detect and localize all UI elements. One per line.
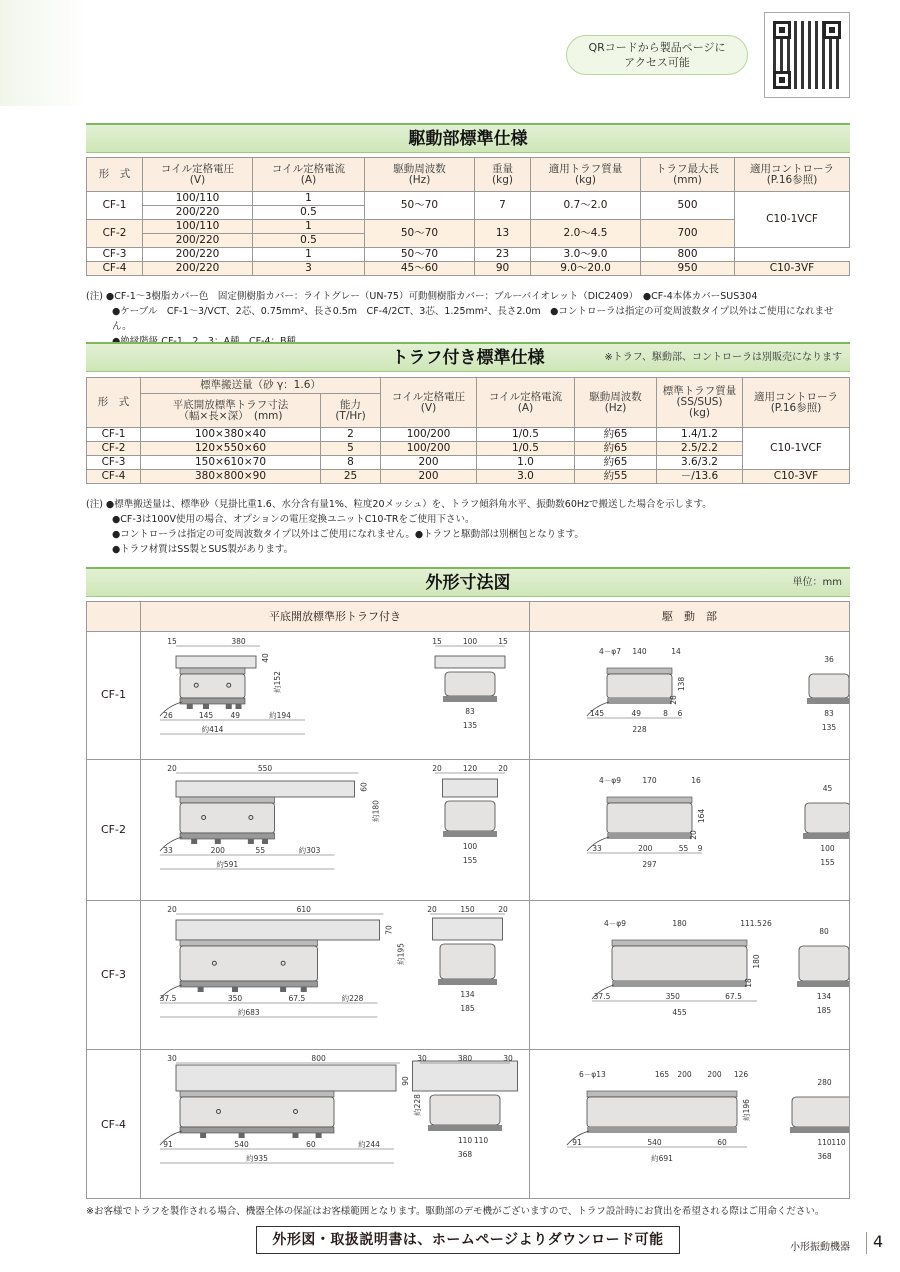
dim-p2: 200 <box>677 1070 692 1079</box>
dim-e: 26 <box>163 711 173 720</box>
top-plate <box>180 668 245 674</box>
drive-header-7: 適用コントローラ (P.16参照) <box>735 158 850 192</box>
dim-z: 100 <box>820 844 835 853</box>
dim-m: 110 <box>457 1136 473 1145</box>
download-banner[interactable]: 外形図・取扱説明書は、ホームページよりダウンロード可能 <box>256 1226 680 1254</box>
dim-q: 126 <box>733 1070 749 1079</box>
dim-k: 120 <box>462 764 478 773</box>
header-drive: 駆 動 部 <box>529 602 849 632</box>
dim-z: 134 <box>816 992 832 1001</box>
trough-shape <box>176 656 256 668</box>
dim-y: 280 <box>817 1078 832 1087</box>
drive-spec-table: 形 式 コイル定格電圧 (V) コイル定格電流 (A) 駆動周波数 (Hz) 重量 (kg) 適用トラフ質量 (kg) トラフ最大長 (mm) 適用コントローラ (P.16参照) CF-1 100/110 1 50～70 7 0.7～2.0 500 C10-1VCF 200/220 0.5 CF-2 100/110 1 50～70 13 2.0～4.5 700 200/220 0.5 CF-3 200/220 1 50～70 23 3.0～9.0 800 CF-4 200/220 3 45～60 90 9.0～20.0 950 C10-3VF <box>86 157 850 276</box>
drive-unit-front <box>809 674 849 698</box>
rubber-foot <box>239 1133 245 1138</box>
dim-l: 15 <box>498 637 508 646</box>
qr-code[interactable] <box>764 12 850 98</box>
drive-header-1: コイル定格電圧 (V) <box>143 158 253 192</box>
drive-body <box>180 803 275 833</box>
dim-m: 100 <box>462 842 478 851</box>
base-plate <box>180 1127 334 1133</box>
dim-zz: 185 <box>816 1006 832 1015</box>
rubber-foot <box>198 987 204 992</box>
base-plate <box>180 698 245 704</box>
trough-end <box>435 656 505 668</box>
dim-k: 100 <box>462 637 478 646</box>
dim-v: 8 <box>663 709 668 718</box>
top-plate <box>180 1091 334 1097</box>
dim-i: 約591 <box>216 860 239 869</box>
dim-b: 380 <box>231 637 246 646</box>
dim-h: 約244 <box>358 1140 380 1149</box>
dim-h: 約194 <box>269 711 291 720</box>
drive-header-4: 重量 (kg) <box>475 158 531 192</box>
dim-c: 90 <box>401 1076 410 1086</box>
trough-end <box>443 779 498 797</box>
dim-e: 37.5 <box>159 994 177 1003</box>
dim-f: 200 <box>210 846 225 855</box>
rubber-foot <box>280 987 286 992</box>
dim-drawing-cf3 <box>140 900 849 1049</box>
dim-i: 約935 <box>246 1154 268 1163</box>
dim-e: 33 <box>163 846 173 855</box>
drive-header-5: 適用トラフ質量 (kg) <box>531 158 641 192</box>
dim-x: 228 <box>632 725 647 734</box>
dim-j: 30 <box>417 1054 427 1063</box>
drive-front-base <box>803 833 849 839</box>
base-front <box>443 831 497 837</box>
drive-top-plate <box>607 668 672 674</box>
drive-front-base <box>807 698 849 704</box>
trough-spec-table: 形 式 標準搬送量（砂 γ：1.6） コイル定格電圧 (V) コイル定格電流 (A) 駆動周波数 (Hz) 標準トラフ質量 (SS/SUS) (kg) 適用コントローラ (P.16参照) 平底開放標準トラフ寸法 （幅×長×深） (mm) 能力 (T/Hr) CF-1 100×380×40 2 100/200 1/0.5 約65 1.4/1.2 C10-1VCF CF-2 120×550×60 5 100/200 1/0.5 約65 2.5/2.2 CF-3 150×610×70 8 200 1.0 約65 3.6/3.2 CF-4 380×800×90 25 200 3.0 約55 －/13.6 C10-3VF <box>86 377 850 484</box>
drive-unit-side <box>587 1097 737 1127</box>
dim-v: 55 <box>678 844 689 853</box>
dim-f: 350 <box>227 994 243 1003</box>
dim-zz: 368 <box>817 1152 832 1161</box>
dim-v: 67.5 <box>725 992 742 1001</box>
dim-p: 165 <box>654 1070 670 1079</box>
dim-n: 155 <box>462 856 478 865</box>
dim-j: 20 <box>427 905 437 914</box>
trough-notes: (注) ●標準搬送量は、標準砂（見掛比重1.6、水分含有量1%、粒度20メッシュ）を、トラフ傾斜角水平、振動数60Hzで搬送した場合を示します。 ●CF-3は100V使用の場合、オプションの電圧変換ユニットC10-TRをご使用下さい。 ●コントローラは指定の可変周波数タイプ以外はご使用になれません。●トラフと駆動部は別梱包となります。 ●トラフ材質はSS製とSUS製があります。 <box>86 499 712 555</box>
top-plate <box>180 797 275 803</box>
dim-q: 111.5 <box>740 919 762 928</box>
dim-o: 4－φ7 <box>599 647 621 656</box>
drive-unit-side <box>612 946 747 981</box>
drive-top-plate <box>607 797 692 803</box>
dim-b: 800 <box>311 1054 326 1063</box>
drive-body-front <box>445 672 495 696</box>
dim-y: 45 <box>822 784 833 793</box>
dim-x: 455 <box>672 1008 687 1017</box>
dim-j: 15 <box>432 637 442 646</box>
dim-r: 約196 <box>742 1099 751 1121</box>
dim-r: 164 <box>697 808 706 824</box>
dim-t: 145 <box>589 709 605 718</box>
dim-w: 6 <box>677 709 683 718</box>
trough-end <box>433 918 503 940</box>
footnote: ※お客様でトラフを製作される場合、機器全体の保証はお客様範囲となります。駆動部のデモ機がございますので、トラフ設計時にお貸出を希望される際はご用命ください。 <box>86 1206 825 1217</box>
dim-o: 4－φ9 <box>599 776 621 785</box>
header-trough: 平底開放標準形トラフ付き <box>140 602 529 632</box>
drive-front-base <box>797 981 849 987</box>
dim-a: 30 <box>167 1054 177 1063</box>
drive-body <box>180 946 318 981</box>
dim-l: 30 <box>503 1054 513 1063</box>
dim-q: 14 <box>671 647 681 656</box>
drive-notes: (注) ●CF-1～3樹脂カバー色 固定側樹脂カバー：ライトグレー（UN-75）可動側樹脂カバー：ブルーバイオレット（DIC2409） ●CF-4本体カバーSUS304 ●ケーブル CF-1～3/VCT、2芯、0.75mm²、長さ0.5m CF-4/2CT、3芯、1.25mm²、長さ2.0m ●コントローラは指定の可変周波数タイプ以外はご使用になれません。 <box>86 291 834 332</box>
dim-k: 150 <box>460 905 475 914</box>
rubber-foot <box>316 1133 322 1138</box>
dim-g: 60 <box>306 1140 316 1149</box>
dim-e: 91 <box>163 1140 173 1149</box>
drive-base <box>587 1127 737 1133</box>
base-front <box>438 979 497 985</box>
dim-d: 約180 <box>371 800 381 822</box>
dim-k: 380 <box>457 1054 473 1063</box>
dim-s: 18 <box>744 978 753 988</box>
drive-top-plate <box>612 940 747 946</box>
dimension-drawings <box>86 601 850 1199</box>
dim-t: 37.5 <box>593 992 611 1001</box>
dim-u: 540 <box>647 1138 662 1147</box>
dim-u: 200 <box>638 844 653 853</box>
dim-p: 180 <box>672 919 687 928</box>
rubber-foot <box>215 839 221 844</box>
drive-base <box>607 698 672 704</box>
dim-drawing-cf1 <box>140 632 849 759</box>
dim-drawing-cf4 <box>140 1049 849 1199</box>
trough-shape <box>176 1065 396 1091</box>
dim-i: 約414 <box>201 725 224 734</box>
dim-n: 135 <box>462 721 478 730</box>
rubber-foot <box>187 704 193 709</box>
drive-body <box>180 1097 334 1127</box>
drive-header-3: 駆動周波数 (Hz) <box>365 158 475 192</box>
dim-c: 70 <box>384 925 394 935</box>
drive-header-0: 形 式 <box>87 158 143 192</box>
drive-unit-side <box>607 674 672 698</box>
drive-base <box>607 833 692 839</box>
drive-body-front <box>445 801 495 831</box>
dim-l: 20 <box>498 905 508 914</box>
drive-unit-front <box>805 803 849 833</box>
dim-y: 80 <box>819 927 829 936</box>
dim-o: 4－φ9 <box>604 919 626 928</box>
dim-s: 26 <box>669 695 678 705</box>
drive-unit-front <box>792 1097 849 1127</box>
dim-b: 610 <box>296 905 311 914</box>
qr-callout: QRコードから製品ページに アクセス可能 <box>566 35 748 75</box>
dim-f: 145 <box>198 711 214 720</box>
rubber-foot <box>262 839 268 844</box>
base-plate <box>180 833 275 839</box>
dim-drawing-cf2 <box>140 759 849 900</box>
rubber-foot <box>293 1133 299 1138</box>
dim-h: 約228 <box>341 994 364 1003</box>
trough-end <box>413 1061 518 1091</box>
rubber-foot <box>248 839 254 844</box>
dim-d: 約152 <box>273 671 282 693</box>
dim-w: 9 <box>697 844 703 853</box>
rubber-foot <box>200 1133 206 1138</box>
dim-a: 20 <box>167 764 177 773</box>
rubber-foot <box>236 704 242 709</box>
dim-g: 67.5 <box>288 994 306 1003</box>
dim-u: 350 <box>665 992 680 1001</box>
top-plate <box>180 940 318 946</box>
dim-m2: 110 <box>473 1136 489 1145</box>
dim-z2: 110 <box>831 1138 846 1147</box>
row-label-cf1: CF-1 <box>101 688 126 701</box>
rubber-foot <box>301 987 307 992</box>
rubber-foot <box>191 839 197 844</box>
dim-v: 60 <box>717 1138 727 1147</box>
base-plate <box>180 981 318 987</box>
dim-h: 約303 <box>298 846 321 855</box>
rubber-foot <box>203 704 209 709</box>
page-label: 小形振動機器 <box>790 1242 850 1253</box>
drive-base <box>612 981 747 987</box>
dim-z: 83 <box>824 709 834 718</box>
drive-top-plate <box>587 1091 737 1097</box>
dim-o: 6－φ13 <box>579 1070 606 1079</box>
base-front <box>443 696 497 702</box>
dim-u: 49 <box>631 709 642 718</box>
dim-q: 16 <box>691 776 701 785</box>
drive-body-front <box>430 1095 500 1125</box>
dim-p: 170 <box>642 776 657 785</box>
dim-g: 49 <box>230 711 241 720</box>
drive-unit-side <box>607 803 692 833</box>
dim-zz: 135 <box>821 723 837 732</box>
dim-t: 91 <box>572 1138 582 1147</box>
dim-b: 550 <box>257 764 273 773</box>
dim-d: 約228 <box>413 1094 422 1116</box>
drive-unit-front <box>799 946 849 981</box>
drive-header-2: コイル定格電流 (A) <box>253 158 365 192</box>
dim-a: 15 <box>167 637 177 646</box>
section-trough-spec: トラフ付き標準仕様 ※トラフ、駆動部、コントローラは別販売になります <box>86 342 850 372</box>
dim-c: 60 <box>359 782 369 792</box>
dim-z: 110 <box>817 1138 832 1147</box>
dim-t: 33 <box>592 844 602 853</box>
dim-j: 20 <box>432 764 442 773</box>
dim-s: 20 <box>689 830 698 840</box>
dim-x: 約691 <box>651 1154 673 1163</box>
row-label-cf4: CF-4 <box>101 1118 126 1131</box>
dim-x: 297 <box>642 860 657 869</box>
dim-i: 約683 <box>237 1008 260 1017</box>
drive-body-front <box>440 944 495 979</box>
trough-shape <box>176 781 355 797</box>
row-label-cf3: CF-3 <box>101 968 126 981</box>
dim-y: 36 <box>824 655 834 664</box>
section-drive-spec: 駆動部標準仕様 <box>86 123 850 153</box>
dim-n: 185 <box>460 1004 475 1013</box>
trough-shape <box>176 920 380 940</box>
drive-header-6: トラフ最大長 (mm) <box>641 158 735 192</box>
dim-a: 20 <box>167 905 177 914</box>
dim-f: 540 <box>234 1140 249 1149</box>
dim-d: 約195 <box>396 943 406 965</box>
rubber-foot <box>226 704 232 709</box>
dim-m: 134 <box>460 990 475 999</box>
drive-body <box>180 674 245 698</box>
dim-c: 40 <box>261 653 270 663</box>
dim-g: 55 <box>255 846 266 855</box>
dim-n: 368 <box>457 1150 473 1159</box>
dim-zz: 155 <box>820 858 835 867</box>
drive-front-base <box>790 1127 849 1133</box>
dim-p: 140 <box>632 647 647 656</box>
dim-r: 180 <box>752 954 761 969</box>
section-dimensions: 外形寸法図 単位：mm <box>86 567 850 597</box>
dim-q2: 26 <box>762 919 772 928</box>
dim-r: 138 <box>677 676 686 692</box>
top-left-band <box>0 0 86 106</box>
row-label-cf2: CF-2 <box>101 823 126 836</box>
dim-m: 83 <box>465 707 475 716</box>
dim-p3: 200 <box>707 1070 722 1079</box>
page-number: 4 <box>866 1232 883 1254</box>
dim-l: 20 <box>498 764 508 773</box>
base-front <box>428 1125 502 1131</box>
rubber-foot <box>232 987 238 992</box>
